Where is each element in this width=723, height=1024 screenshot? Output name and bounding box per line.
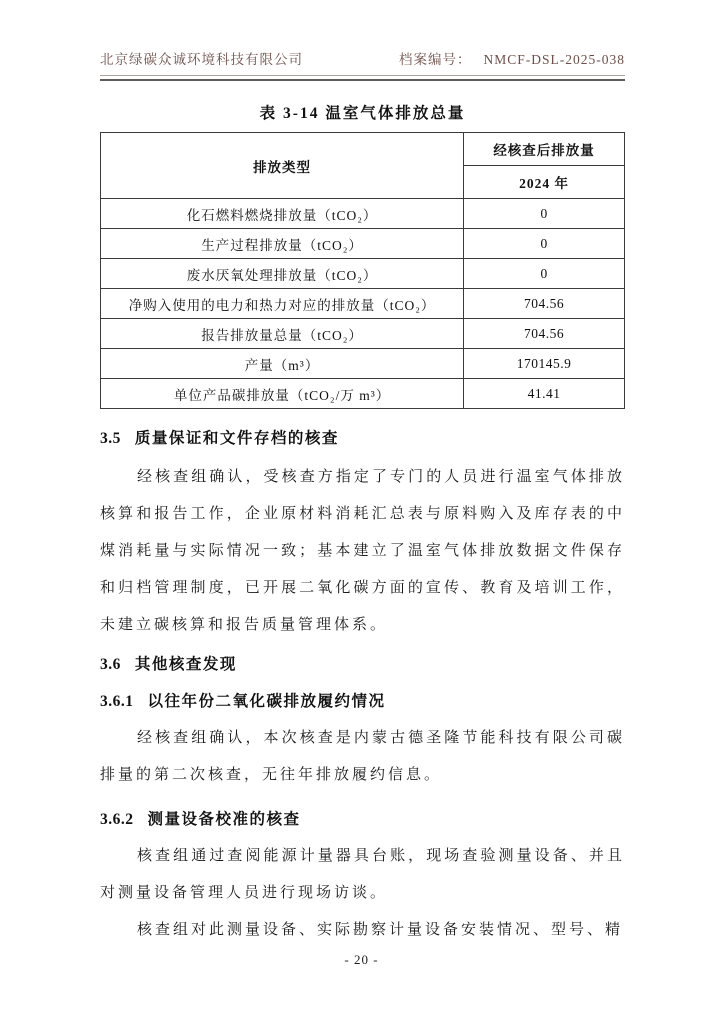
paragraph-3-6-2-b: 核查组对此测量设备、实际勘察计量设备安装情况、型号、精 <box>137 922 624 938</box>
section-number: 3.5 <box>100 430 121 447</box>
column-header-verified-amount: 经核查后排放量 <box>464 133 625 166</box>
row-label: 报告排放量总量（tCO₂） <box>101 319 464 349</box>
paragraph-3-5: 经核查组确认，受核查方指定了专门的人员进行温室气体排放核算和报告工作，企业原材料消耗汇总表与原料购入及库存表的中煤消耗量与实际情况一致；基本建立了温室气体排放数据文件保存和归档管理制度，已开展二氧化碳方面的宣传、教育及培训工作，未建立碳核算和报告质量管理体系。 <box>100 469 625 633</box>
row-label: 产量（m³） <box>101 349 464 379</box>
table-row <box>101 319 625 349</box>
header-rule <box>100 75 625 81</box>
row-value: 0 <box>464 199 625 229</box>
header-company-name: 北京绿碳众诚环境科技有限公司 <box>100 52 303 67</box>
row-label: 净购入使用的电力和热力对应的排放量（tCO₂） <box>101 289 464 319</box>
table-row <box>101 379 625 409</box>
section-number: 3.6 <box>100 656 121 673</box>
section-title: 测量设备校准的核查 <box>147 811 301 828</box>
column-header-emission-type: 排放类型 <box>101 133 464 199</box>
row-value: 704.56 <box>464 319 625 349</box>
row-value: 0 <box>464 259 625 289</box>
table-row <box>101 229 625 259</box>
row-label: 生产过程排放量（tCO₂） <box>101 229 464 259</box>
column-header-year: 2024 年 <box>464 166 625 199</box>
table-row <box>101 259 625 289</box>
row-label: 化石燃料燃烧排放量（tCO₂） <box>101 199 464 229</box>
section-heading-3-5 <box>100 426 625 452</box>
paragraph-3-6-1: 经核查组确认，本次核查是内蒙古德圣隆节能科技有限公司碳排量的第二次核查，无往年排放履约信息。 <box>100 730 625 783</box>
table-header-row-1 <box>101 133 625 166</box>
page-number: - 20 - <box>344 952 379 967</box>
row-label: 废水厌氧处理排放量（tCO₂） <box>101 259 464 289</box>
row-label: 单位产品碳排放量（tCO₂/万 m³） <box>101 379 464 409</box>
table-row <box>101 199 625 229</box>
section-number: 3.6.1 <box>100 693 134 710</box>
section-heading-3-6-1 <box>100 689 625 715</box>
table-row <box>101 289 625 319</box>
section-heading-3-6 <box>100 652 625 678</box>
doc-number-label: 档案编号： <box>398 52 472 67</box>
table-row <box>101 349 625 379</box>
row-value: 0 <box>464 229 625 259</box>
row-value: 704.56 <box>464 289 625 319</box>
row-value: 170145.9 <box>464 349 625 379</box>
doc-number-value: NMCF-DSL-2025-038 <box>483 52 625 67</box>
emissions-table <box>100 132 625 409</box>
section-title: 其他核查发现 <box>134 656 237 673</box>
section-title: 质量保证和文件存档的核查 <box>134 430 339 447</box>
page-header <box>100 48 625 68</box>
section-title: 以往年份二氧化碳排放履约情况 <box>147 693 386 710</box>
section-heading-3-6-2 <box>100 807 625 833</box>
table-title: 表 3-14 温室气体排放总量 <box>259 105 466 122</box>
header-doc-number <box>399 48 625 68</box>
row-value: 41.41 <box>464 379 625 409</box>
section-number: 3.6.2 <box>100 811 134 828</box>
paragraph-3-6-2-a: 核查组通过查阅能源计量器具台账，现场查验测量设备、并且对测量设备管理人员进行现场访谈。 <box>100 848 625 901</box>
